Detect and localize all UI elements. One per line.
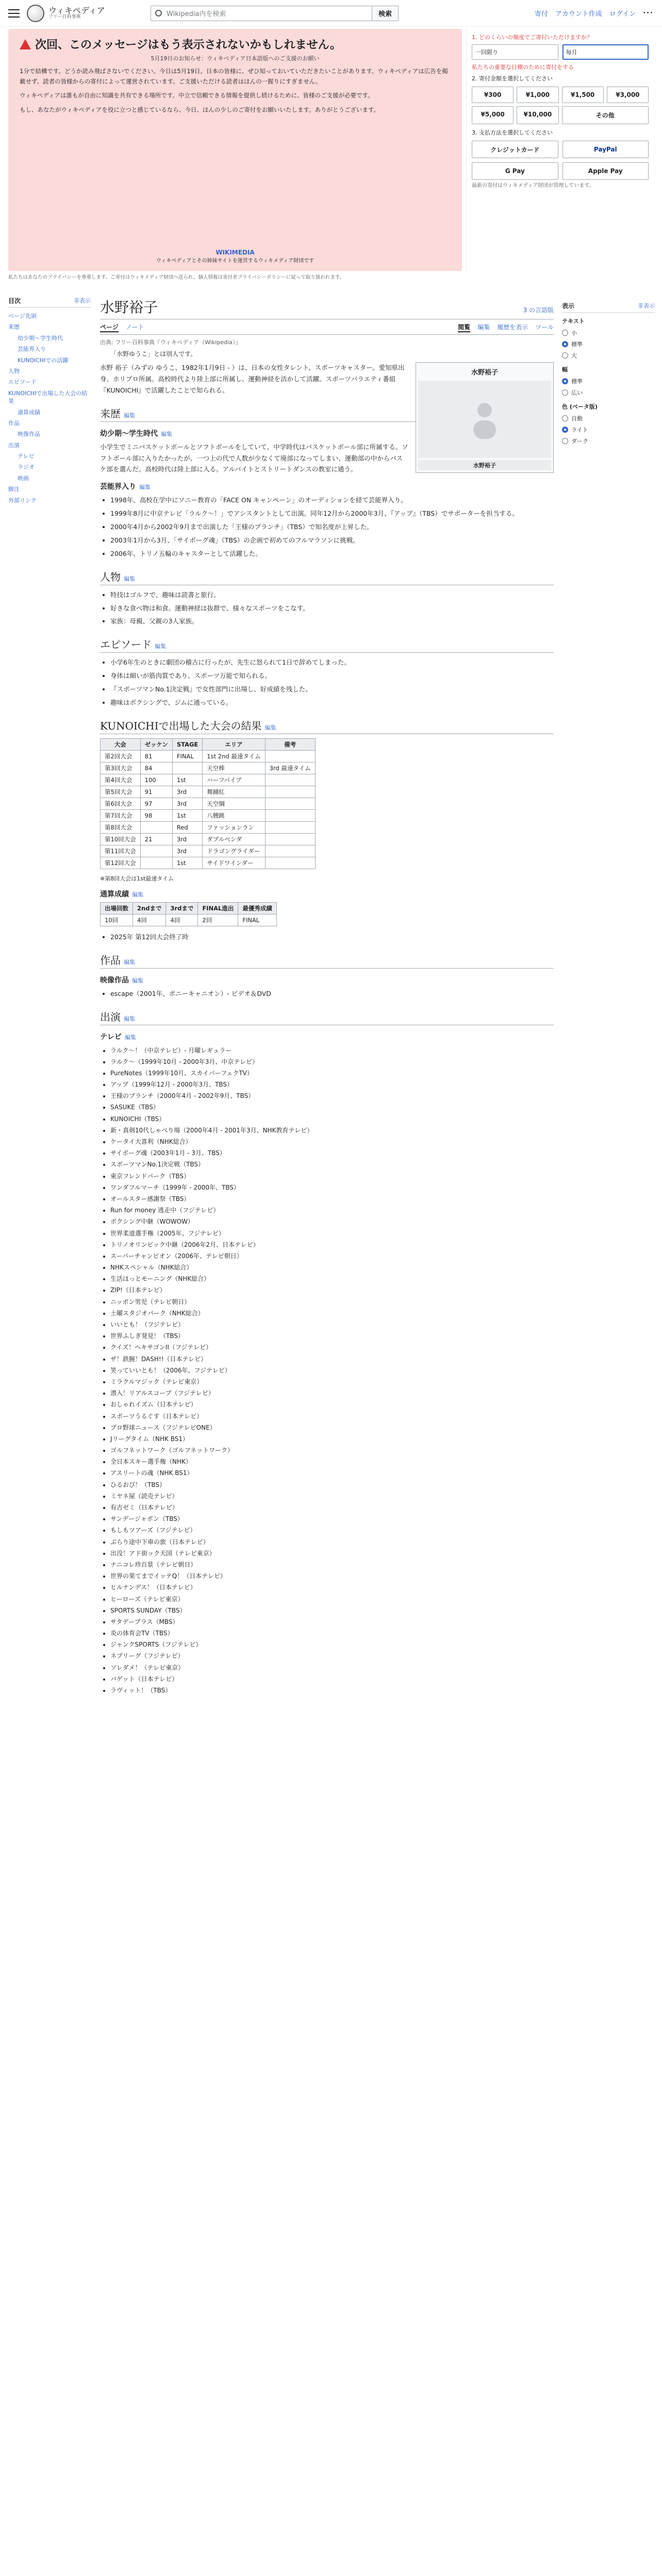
site-logo[interactable] xyxy=(27,5,145,22)
table-cell xyxy=(140,845,172,857)
toc-item[interactable]: ページ先頭 xyxy=(8,313,37,319)
create-account-link[interactable]: アカウント作成 xyxy=(555,10,602,18)
tab-edit[interactable]: 編集 xyxy=(477,324,490,331)
table-cell: 3rd xyxy=(172,833,202,845)
table-header: 2ndまで xyxy=(133,902,166,914)
search-icon xyxy=(155,10,162,16)
edit-link[interactable]: 編集 xyxy=(124,958,135,965)
tv-item: • ジャンクSPORTS（フジテレビ） xyxy=(110,1639,554,1650)
tv-item: • ぶらり途中下車の旅（日本テレビ） xyxy=(110,1536,554,1548)
fundraising-banner xyxy=(8,29,462,271)
section-person: 人物 編集 xyxy=(100,569,554,585)
section-childhood: 幼少期〜学生時代 編集 xyxy=(100,429,172,438)
amount-options xyxy=(472,87,649,124)
person-item: • 家族：母親、父親の3人家族。 xyxy=(110,616,554,627)
text-size-label: テキスト xyxy=(562,318,585,325)
person-item: • 特技はゴルフで、趣味は読書と旅行。 xyxy=(110,589,554,601)
person-list xyxy=(110,589,554,628)
section-history: 来歴 編集 xyxy=(100,405,554,422)
table-cell: 3rd xyxy=(172,798,202,809)
tv-item: • ソレダメ！（テレビ東京） xyxy=(110,1662,554,1673)
tv-item: • NHKスペシャル（NHK総合） xyxy=(110,1262,554,1273)
section-entertainment: 芸能界入り 編集 xyxy=(100,483,151,492)
table-row xyxy=(101,786,316,798)
article-content xyxy=(100,296,554,1696)
tv-item: • ラルク〜！（中京テレビ）- 月曜レギュラー xyxy=(110,1045,554,1056)
table-header: 備考 xyxy=(265,738,315,750)
tv-item: • ラルク〜（1999年10月 - 2000年3月、中京テレビ） xyxy=(110,1056,554,1067)
video-item: • escape（2001年、ポニーキャニオン）- ビデオ＆DVD xyxy=(110,988,554,999)
text-size-standard[interactable]: 標準 xyxy=(562,338,655,350)
results-note: ※第8回大会は1st最速タイム xyxy=(100,875,174,882)
table-header: 大会 xyxy=(101,738,141,750)
tv-item: • KUNOICHI（TBS） xyxy=(110,1113,554,1125)
toc-header: 目次 非表示 xyxy=(8,296,91,308)
tv-item: • スポーツマンNo.1決定戦（TBS） xyxy=(110,1159,554,1170)
table-cell: FINAL xyxy=(172,750,202,762)
tv-item: • 潜入！リアルスコープ（フジテレビ） xyxy=(110,1387,554,1399)
monthly-note: 私たちの重要な目標のために寄付をする xyxy=(472,64,574,71)
table-cell: 天空棒 xyxy=(203,762,265,774)
table-cell: 3rd 最速タイム xyxy=(265,762,315,774)
table-cell: 第6回大会 xyxy=(101,798,141,809)
method-question: 3. 支払方法を選択してください xyxy=(472,129,553,136)
edit-link[interactable]: 編集 xyxy=(139,484,151,491)
tab-tools[interactable]: ツール xyxy=(535,324,554,331)
banner-paragraph: もし、あなたがウィキペディアを役に立つと感じているなら、今日、ほんの少しのご寄付をお願いいたします。ありがとうございます。 xyxy=(20,106,380,113)
tv-item: • 笑っていいとも！（2006年、フジテレビ） xyxy=(110,1365,554,1376)
table-cell: 1st xyxy=(172,774,202,786)
edit-link[interactable]: 編集 xyxy=(132,891,143,898)
edit-link[interactable]: 編集 xyxy=(124,1033,136,1041)
table-cell: 舞踊紅 xyxy=(203,786,265,798)
toc-item[interactable]: 来歴 xyxy=(8,324,20,331)
infobox-header: 水野裕子 xyxy=(418,460,551,470)
tab-history[interactable]: 履歴を表示 xyxy=(497,324,528,331)
history-item: • 1998年、高校在学中にソニー教育の「FACE ON キャンペーン」のオーディションを経て芸能界入り。 xyxy=(110,495,554,506)
table-cell: ドラゴングライダー xyxy=(203,845,265,857)
color-light[interactable]: ライト xyxy=(562,424,655,435)
table-cell: 第8回大会 xyxy=(101,821,141,833)
edit-link[interactable]: 編集 xyxy=(124,412,135,419)
table-cell xyxy=(265,798,315,809)
credit-card-button[interactable]: クレジットカード xyxy=(472,141,558,158)
table-cell xyxy=(265,821,315,833)
table-cell: 4回 xyxy=(166,914,198,926)
donate-link[interactable]: 寄付 xyxy=(534,10,548,18)
table-cell: 100 xyxy=(140,774,172,786)
appearance-hide-button[interactable]: 非表示 xyxy=(638,302,655,309)
payment-methods xyxy=(472,141,649,180)
tv-item: • 全日本スキー選手権（NHK） xyxy=(110,1456,554,1467)
tv-item: • 新・真剣10代しゃべり場（2000年4月 - 2001年3月、NHK教育テレビ） xyxy=(110,1125,554,1136)
banner-paragraph: 1分で結構です。どうか読み飛ばさないでください。今日は5月19日。日本の皆様に、ぜひ知っておいていただきたいことがあります。ウィキペディアは広告を掲載せず、読者の皆様からの寄付によって運営されています。ご支援いただける読者はほんの一握りにすぎません。 xyxy=(20,67,448,85)
entertainment-list xyxy=(110,495,554,559)
table-row xyxy=(101,914,277,926)
tv-item: • 有吉ゼミ（日本テレビ） xyxy=(110,1502,554,1513)
table-row xyxy=(101,809,316,821)
apple-pay-button[interactable]: Apple Pay xyxy=(562,162,649,180)
toc-item[interactable]: 映像作品 xyxy=(18,431,40,438)
table-cell xyxy=(172,762,202,774)
edit-link[interactable]: 編集 xyxy=(132,977,143,984)
tv-item: • おしゃれイズム（日本テレビ） xyxy=(110,1399,554,1410)
toc-item[interactable]: 人物 xyxy=(8,367,20,375)
table-cell xyxy=(265,845,315,857)
section-video: 映像作品 編集 xyxy=(100,976,143,985)
appearance-tools xyxy=(562,296,655,447)
section-works: 作品 編集 xyxy=(100,952,554,969)
table-cell: 第12回大会 xyxy=(101,857,141,869)
table-cell xyxy=(265,774,315,786)
table-header: 3rdまで xyxy=(166,902,198,914)
toc-item[interactable]: KUNOICHIで出場した大会の結果 xyxy=(8,389,88,405)
table-cell: サイドワインダー xyxy=(203,857,265,869)
episode-list xyxy=(110,657,554,708)
login-link[interactable]: ログイン xyxy=(609,10,636,18)
edit-link[interactable]: 編集 xyxy=(124,575,135,582)
table-row xyxy=(101,774,316,786)
amount-question: 2. 寄付金額を選択してください xyxy=(472,75,553,82)
amount-option[interactable]: ¥1,500 xyxy=(562,87,604,103)
tv-item: • 炎の体育会TV（TBS） xyxy=(110,1628,554,1639)
appearance-header: 表示 非表示 xyxy=(562,301,655,313)
tab-talk[interactable]: ノート xyxy=(125,324,144,331)
table-cell: 84 xyxy=(140,762,172,774)
width-label: 幅 xyxy=(562,366,568,373)
table-cell: 3rd xyxy=(172,845,202,857)
table-row xyxy=(101,845,316,857)
tv-item: • ラヴィット！（TBS） xyxy=(110,1685,554,1696)
tv-item: • サイボーグ魂（2003年1月 - 3月、TBS） xyxy=(110,1147,554,1159)
language-button[interactable]: 3 の言語版 xyxy=(523,307,554,314)
toc-item[interactable]: 映画 xyxy=(18,474,29,482)
table-cell: 2回 xyxy=(198,914,238,926)
table-header: ゼッケン xyxy=(140,738,172,750)
banner-footer-text: ウィキペディアとその姉妹サイトを運営するウィキメディア財団です xyxy=(156,258,315,264)
table-cell: 81 xyxy=(140,750,172,762)
table-cell: 第11回大会 xyxy=(101,845,141,857)
toc-hide-button[interactable]: 非表示 xyxy=(74,297,91,304)
tv-item: • 世界柔道選手権（2005年、フジテレビ） xyxy=(110,1228,554,1239)
tv-item: • アスリートの魂（NHK BS1） xyxy=(110,1467,554,1479)
table-cell: 10回 xyxy=(101,914,133,926)
toc-item[interactable]: 出演 xyxy=(8,442,20,449)
table-cell: 第5回大会 xyxy=(101,786,141,798)
tv-item: • ヒーローズ（テレビ東京） xyxy=(110,1594,554,1605)
table-cell: 第2回大会 xyxy=(101,750,141,762)
hatnote: 「水野ゆうこ」とは別人です。 xyxy=(110,350,197,358)
more-options-icon[interactable]: ··· xyxy=(643,9,654,17)
banner-date: 5月19日のお知らせ：ウィキペディア日本語版へのご支援のお願い xyxy=(151,55,320,62)
history-item: • 2000年4月から2002年9月まで出演した「王様のブランチ」（TBS）で知名度が上昇した。 xyxy=(110,521,554,533)
amount-option[interactable]: ¥3,000 xyxy=(607,87,649,103)
tv-item: • サンデージャポン（TBS） xyxy=(110,1513,554,1524)
table-cell: 天空綱 xyxy=(203,798,265,809)
table-cell: ダブルペンダ xyxy=(203,833,265,845)
color-dark[interactable]: ダーク xyxy=(562,435,655,447)
width-standard[interactable]: 標準 xyxy=(562,376,655,387)
table-header: エリア xyxy=(203,738,265,750)
table-cell xyxy=(140,857,172,869)
toc-item[interactable]: 作品 xyxy=(8,419,20,427)
tv-item: • PureNotes（1999年10月、スカイパーフェクTV） xyxy=(110,1067,554,1079)
table-cell xyxy=(265,833,315,845)
tv-item: • 生活ほっとモーニング（NHK総合） xyxy=(110,1273,554,1284)
history-item: • 1999年8月に中京テレビ「ラルク〜！」でアシスタントとして出演。同年12月から2000年3月、『アップ』（TBS）でサポーターを担当する。 xyxy=(110,508,554,519)
toc-item[interactable]: 脚注 xyxy=(8,486,20,493)
donation-form xyxy=(466,29,654,271)
tv-item: • 土曜スタジオパーク（NHK総合） xyxy=(110,1308,554,1319)
page-tabs xyxy=(100,319,554,335)
table-cell: 91 xyxy=(140,786,172,798)
table-of-contents xyxy=(8,296,91,506)
banner-title: 次回、このメッセージはもう表示されないかもしれません。 xyxy=(20,36,451,52)
table-cell: 21 xyxy=(140,833,172,845)
edit-link[interactable]: 編集 xyxy=(161,430,172,437)
table-cell: 1st 2nd 最速タイム xyxy=(203,750,265,762)
privacy-notice: 私たちはあなたのプライバシーを尊重します。ご寄付はウィキメディア財団へ送られ、個人情報は寄付者プライバシーポリシーに従って取り扱われます。 xyxy=(8,275,345,280)
infobox-title: 水野裕子 xyxy=(471,369,498,377)
amount-option[interactable]: ¥10,000 xyxy=(517,106,558,124)
tab-page[interactable]: ページ xyxy=(100,323,119,332)
site-subtitle: フリー百科事典 xyxy=(48,14,81,20)
table-cell: FINAL xyxy=(238,914,277,926)
profile-photo xyxy=(418,381,551,458)
section-appearances: 出演 編集 xyxy=(100,1009,554,1025)
tv-item: • クイズ！ヘキサゴンII（フジテレビ） xyxy=(110,1342,554,1353)
tv-item: • ザ！鉄腕！DASH!!（日本テレビ） xyxy=(110,1353,554,1365)
personal-tools xyxy=(535,8,654,18)
tv-item: • スポーツうるぐす（日本テレビ） xyxy=(110,1411,554,1422)
person-item: • 好きな食べ物は和食。運動神経は抜群で、様々なスポーツをこなす。 xyxy=(110,603,554,614)
tv-item: • 世界ふしぎ発見！（TBS） xyxy=(110,1330,554,1342)
top-bar xyxy=(0,0,662,27)
search-input[interactable]: Wikipedia内を検索 xyxy=(151,6,372,21)
tv-item: • ミラクルマジック（テレビ東京） xyxy=(110,1376,554,1387)
amount-option[interactable]: ¥5,000 xyxy=(472,106,514,124)
section-stats: 通算成績 編集 xyxy=(100,890,143,899)
person-icon xyxy=(469,399,500,440)
banner-footer xyxy=(8,249,462,264)
table-row xyxy=(101,821,316,833)
table-cell: Red xyxy=(172,821,202,833)
table-header: 最優秀成績 xyxy=(238,902,277,914)
tv-item: • ネプリーグ（フジテレビ） xyxy=(110,1650,554,1662)
frequency-monthly-option[interactable]: 毎月 xyxy=(562,44,649,60)
table-header: 出場回数 xyxy=(101,902,133,914)
section-tv: テレビ 編集 xyxy=(100,1032,136,1041)
tv-item: • 東京フレンドパーク（TBS） xyxy=(110,1171,554,1182)
tv-item: • ワンダフルマーチ（1999年 - 2000年、TBS） xyxy=(110,1182,554,1193)
tv-item: • オールスター感謝祭（TBS） xyxy=(110,1193,554,1205)
table-cell: 八艘跳 xyxy=(203,809,265,821)
tv-item: • Run for money 逃走中（フジテレビ） xyxy=(110,1205,554,1216)
infobox xyxy=(416,362,554,473)
wikimedia-logo: WIKIMEDIA xyxy=(216,249,255,256)
main-menu-icon[interactable] xyxy=(8,9,20,18)
tv-item: • 世界の果てまでイッテQ！（日本テレビ） xyxy=(110,1570,554,1582)
edit-link[interactable]: 編集 xyxy=(264,724,276,731)
tv-item: • トリノオリンピック中継（2006年2月、日本テレビ） xyxy=(110,1239,554,1250)
table-row xyxy=(101,762,316,774)
tv-item: • ヒルナンデス！（日本テレビ） xyxy=(110,1582,554,1593)
frequency-once-option[interactable]: 一回限り xyxy=(472,44,558,60)
section-results: KUNOICHIで出場した大会の結果 編集 xyxy=(100,718,554,734)
search-form xyxy=(151,6,399,21)
warning-icon xyxy=(20,39,31,49)
amount-option[interactable]: ¥1,000 xyxy=(517,87,558,103)
paypal-button[interactable]: PayPal xyxy=(562,141,649,158)
tv-item: • ニッポン男児（テレビ朝日） xyxy=(110,1296,554,1308)
tv-item: • ナニコレ珍百景（テレビ朝日） xyxy=(110,1559,554,1570)
tv-item: • ZIP!（日本テレビ） xyxy=(110,1284,554,1296)
table-cell: ハーフパイプ xyxy=(203,774,265,786)
tv-item: • Jリーグタイム（NHK BS1） xyxy=(110,1433,554,1445)
episode-item: • 身体は細いが筋肉質であり、スポーツ万能で知られる。 xyxy=(110,670,554,682)
table-row xyxy=(101,833,316,845)
table-cell: 3rd xyxy=(172,786,202,798)
table-header: FINAL進出 xyxy=(198,902,238,914)
tv-item: • バゲット（日本テレビ） xyxy=(110,1673,554,1685)
table-cell: 97 xyxy=(140,798,172,809)
tv-item: • SPORTS SUNDAY（TBS） xyxy=(110,1605,554,1616)
table-cell xyxy=(265,750,315,762)
history-item: • 2003年1月から3月、「サイボーグ魂」（TBS）の企画で初めてのフルマラソンに挑戦。 xyxy=(110,535,554,546)
edit-link[interactable]: 編集 xyxy=(124,1015,135,1022)
tv-item: • いいとも！（フジテレビ） xyxy=(110,1319,554,1330)
donate-note: 最新の寄付はウィキメディア財団が管理しています。 xyxy=(472,183,594,189)
tab-read[interactable]: 閲覧 xyxy=(458,323,470,332)
table-row xyxy=(101,798,316,809)
amount-option[interactable]: ¥300 xyxy=(472,87,514,103)
table-header: STAGE xyxy=(172,738,202,750)
text-size-small[interactable]: 小 xyxy=(562,327,655,338)
childhood-paragraph: 小学生でミニバスケットボールとソフトボールをしていて、中学時代はバスケットボール部に所属する。ソフトボール部に入りたかったが、一つ上の代で人数が少なくて廃部になってしまい、運動部の中からバスケ部を選んだ。高校時代は陸上部に入る。アルバイトとストリートダンスの教室に通う。 xyxy=(100,443,408,473)
color-auto[interactable]: 自動 xyxy=(562,413,655,424)
table-cell: ファッションラン xyxy=(203,821,265,833)
frequency-question: 1. どのくらいの頻度でご寄付いただけますか？ xyxy=(472,34,592,41)
table-row xyxy=(101,857,316,869)
tv-item: • もしもツアーズ（フジテレビ） xyxy=(110,1524,554,1536)
table-cell: 4回 xyxy=(133,914,166,926)
frequency-options xyxy=(472,44,649,60)
tv-item: • 出没！アド街ック天国（テレビ東京） xyxy=(110,1548,554,1559)
table-cell xyxy=(265,786,315,798)
tv-item: • ゴルフネットワーク（ゴルフネットワーク） xyxy=(110,1445,554,1456)
table-cell: 1st xyxy=(172,857,202,869)
table-cell: 第7回大会 xyxy=(101,809,141,821)
toc-item[interactable]: ラジオ xyxy=(18,464,35,471)
stats-note: • 2025年 第12回大会終了時 xyxy=(110,931,554,943)
tv-item: • サタデープラス（MBS） xyxy=(110,1616,554,1628)
page-title: 水野裕子 3 の言語版 xyxy=(100,296,554,319)
episode-item: • 趣味はボクシングで、ジムに通っている。 xyxy=(110,697,554,708)
tv-item: • ミヤネ屋（読売テレビ） xyxy=(110,1490,554,1502)
table-cell: 98 xyxy=(140,809,172,821)
color-label: 色 (ベータ版) xyxy=(562,403,598,410)
edit-link[interactable]: 編集 xyxy=(155,643,166,650)
text-size-large[interactable]: 大 xyxy=(562,350,655,361)
history-item: • 2006年、トリノ五輪のキャスターとして活躍した。 xyxy=(110,548,554,560)
episode-item: • 小学6年生のときに劇団の稽古に行ったが、先生に怒られて1日で辞めてしまった。 xyxy=(110,657,554,668)
google-pay-button[interactable]: G Pay xyxy=(472,162,558,180)
table-cell: 第3回大会 xyxy=(101,762,141,774)
toc-item[interactable]: KUNOICHIでの活躍 xyxy=(18,357,69,364)
tv-item: • SASUKE（TBS） xyxy=(110,1101,554,1113)
search-button[interactable]: 検索 xyxy=(372,6,399,21)
table-cell xyxy=(140,821,172,833)
amount-other-input[interactable]: その他 xyxy=(562,106,649,124)
article-source: 出典: フリー百科事典『ウィキペディア（Wikipedia）』 xyxy=(100,339,241,346)
tv-item: • プロ野球ニュース（フジテレビONE） xyxy=(110,1422,554,1433)
tv-item: • 王様のブランチ（2000年4月 - 2002年9月、TBS） xyxy=(110,1090,554,1101)
toc-item[interactable]: 芸能界入り xyxy=(18,346,46,353)
tv-item: • ケータイ大喜利（NHK総合） xyxy=(110,1136,554,1147)
tv-item: • ボクシング中継（WOWOW） xyxy=(110,1216,554,1227)
table-cell xyxy=(265,809,315,821)
table-cell xyxy=(265,857,315,869)
stats-table xyxy=(100,902,277,926)
width-wide[interactable]: 広い xyxy=(562,387,655,398)
tv-item: • アップ（1999年12月 - 2000年3月、TBS） xyxy=(110,1079,554,1090)
toc-item[interactable]: 幼少期〜学生時代 xyxy=(18,334,63,342)
intro-paragraph: 水野 裕子（みずの ゆうこ、1982年1月9日 - ）は、日本の女性タレント、スポーツキャスター。愛知県出身。ホリプロ所属。高校時代より陸上部に所属し、運動神経を活かして活躍。スポーツバラエティ番組『KUNOICHI』で活躍したことで知られる。 xyxy=(100,364,405,394)
site-title: ウィキペディア xyxy=(48,5,105,15)
section-episode: エピソード 編集 xyxy=(100,636,554,653)
toc-item[interactable]: 通算成績 xyxy=(18,409,40,416)
tv-list xyxy=(110,1045,554,1697)
table-row xyxy=(101,750,316,762)
table-cell: 1st xyxy=(172,809,202,821)
table-cell: 第10回大会 xyxy=(101,833,141,845)
toc-item[interactable]: エピソード xyxy=(8,379,37,386)
tv-item: • ひるおび！（TBS） xyxy=(110,1479,554,1490)
toc-item[interactable]: 外部リンク xyxy=(8,497,37,504)
toc-item[interactable]: テレビ xyxy=(18,453,35,460)
results-table xyxy=(100,738,316,869)
wikipedia-globe-icon xyxy=(27,5,44,22)
episode-item: • 『スポーツマンNo.1決定戦』で女性部門に出場し、好成績を残した。 xyxy=(110,684,554,695)
table-cell: 第4回大会 xyxy=(101,774,141,786)
banner-paragraph: ウィキペディアは誰もが自由に知識を共有できる場所です。中立で信頼できる情報を提供し続けるために、皆様のご支援が必要です。 xyxy=(20,92,374,99)
tv-item: • スーパーチャンピオン（2006年、テレビ朝日） xyxy=(110,1250,554,1262)
